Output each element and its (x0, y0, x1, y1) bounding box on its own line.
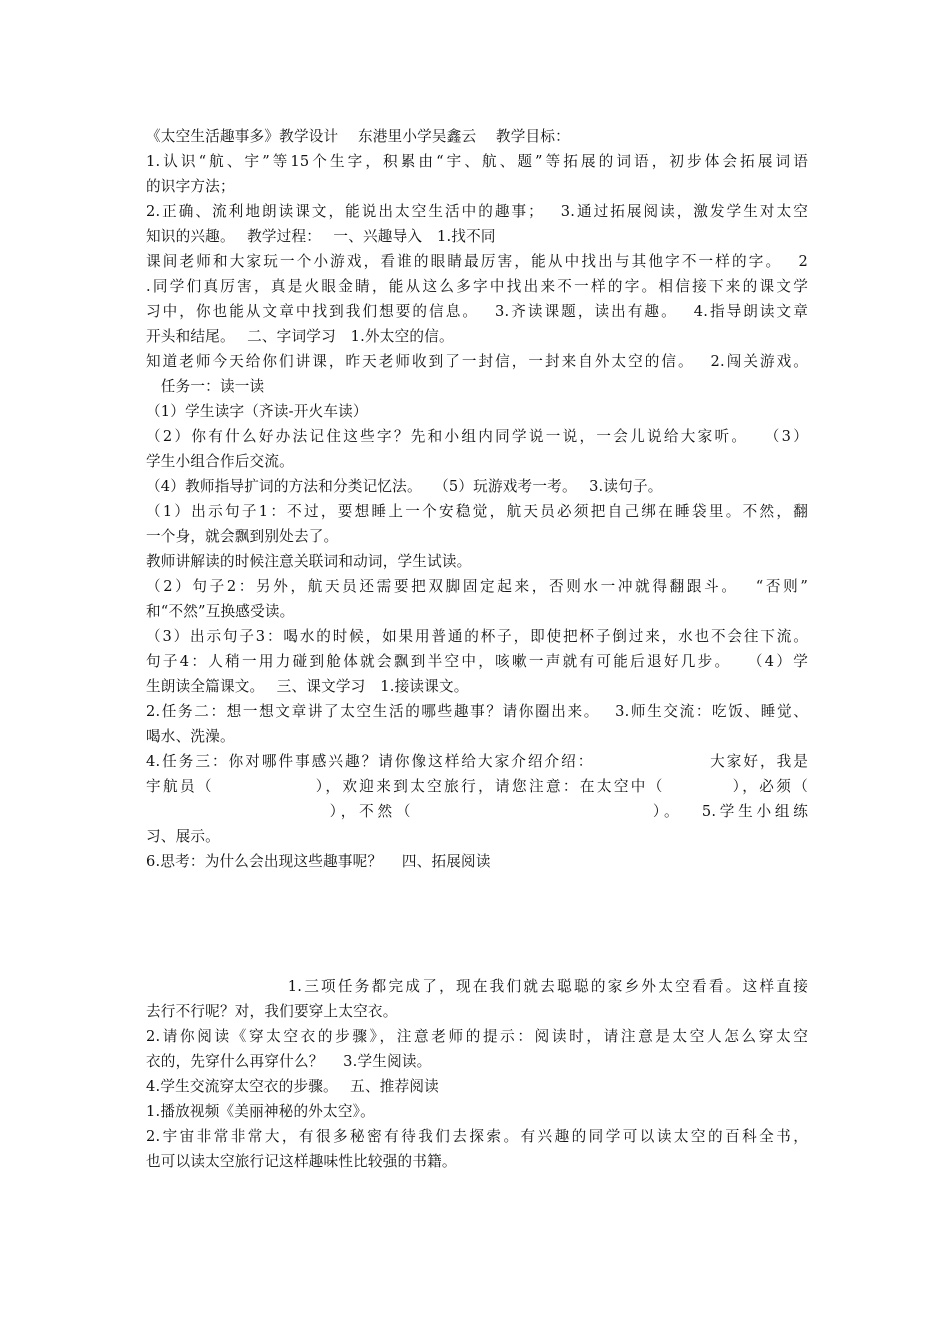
text-line: （3）出示句子3：喝水的时候，如果用普通的杯子，即使把杯子倒过来，水也不会往下流。 (146, 628, 808, 645)
text-line: 课间老师和大家玩一个小游戏，看谁的眼睛最厉害，能从中找出与其他字不一样的字。 2 (146, 253, 808, 270)
text-line: .同学们真厉害，真是火眼金睛，能从这么多字中找出来不一样的字。相信接下来的课文学 (146, 278, 808, 295)
text-line: 习中，你也能从文章中找到我们想要的信息。 3.齐读课题，读出有趣。 4.指导朗读文章 (146, 303, 808, 320)
text-line: 1.认识“航、宇”等15个生字，积累由“宇、航、题”等拓展的词语，初步体会拓展词语 (146, 153, 808, 170)
text-line: 1.播放视频《美丽神秘的外太空》。 (146, 1103, 375, 1120)
text-line: ），不然（ ）。 5.学生小组练 (146, 803, 808, 820)
text-line: 开头和结尾。 二、字词学习 1.外太空的信。 (146, 328, 454, 345)
text-line: 学生小组合作后交流。 (146, 453, 294, 470)
text-line: （4）教师指导扩词的方法和分类记忆法。 （5）玩游戏考一考。 3.读句子。 (146, 478, 663, 495)
text-line: 也可以读太空旅行记这样趣味性比较强的书籍。 (146, 1153, 457, 1170)
text-line: 任务一：读一读 (146, 378, 265, 395)
text-line: （1）学生读字（齐读-开火车读） (146, 403, 368, 420)
text-line: 知道老师今天给你们讲课，昨天老师收到了一封信，一封来自外太空的信。 2.闯关游戏。 (146, 353, 808, 370)
doc-title-line: 《太空生活趣事多》教学设计 东港里小学吴鑫云 教学目标： (146, 128, 570, 145)
text-line: 2.正确、流利地朗读课文，能说出太空生活中的趣事； 3.通过拓展阅读，激发学生对太空 (146, 203, 808, 220)
text-line: 句子4：人稍一用力碰到舱体就会飘到半空中，咳嗽一声就有可能后退好几步。 （4）学 (146, 653, 808, 670)
text-line: 宇航员（ ），欢迎来到太空旅行，请您注意：在太空中（ ），必须（ (146, 778, 808, 795)
text-line: 和“不然”互换感受读。 (146, 603, 295, 620)
text-line: 一个身，就会飘到别处去了。 (146, 528, 339, 545)
text-line: 2.宇宙非常非常大，有很多秘密有待我们去探索。有兴趣的同学可以读太空的百科全书， (146, 1128, 808, 1145)
text-line: 习、展示。 (146, 828, 220, 845)
text-line: 4.任务三：你对哪件事感兴趣？请你像这样给大家介绍介绍： 大家好，我是 (146, 753, 808, 770)
text-line: （2）句子2：另外，航天员还需要把双脚固定起来，否则水一冲就得翻跟斗。 “否则” (146, 578, 808, 595)
text-line: 1.三项任务都完成了，现在我们就去聪聪的家乡外太空看看。这样直接 (146, 978, 808, 995)
text-line: 生朗读全篇课文。 三、课文学习 1.接读课文。 (146, 678, 469, 695)
text-line: 衣的，先穿什么再穿什么？ 3.学生阅读。 (146, 1053, 432, 1070)
text-line: （1）出示句子1：不过，要想睡上一个安稳觉，航天员必须把自己绑在睡袋里。不然，翻 (146, 503, 808, 520)
text-line: （2）你有什么好办法记住这些字？先和小组内同学说一说，一会儿说给大家听。 （3） (146, 428, 808, 445)
text-line: 教师讲解读的时候注意关联词和动词，学生试读。 (146, 553, 472, 570)
text-line: 知识的兴趣。 教学过程： 一、兴趣导入 1.找不同 (146, 228, 496, 245)
text-line: 2.请你阅读《穿太空衣的步骤》，注意老师的提示：阅读时，请注意是太空人怎么穿太空 (146, 1028, 808, 1045)
text-line: 4.学生交流穿太空衣的步骤。 五、推荐阅读 (146, 1078, 439, 1095)
text-line: 的识字方法； (146, 178, 235, 195)
text-line: 6.思考：为什么会出现这些趣事呢？ 四、拓展阅读 (146, 853, 491, 870)
text-line: 2.任务二：想一想文章讲了太空生活的哪些趣事？请你圈出来。 3.师生交流：吃饭、睡觉、 (146, 703, 808, 720)
text-line: 去行不行呢？对，我们要穿上太空衣。 (146, 1003, 398, 1020)
text-line: 喝水、洗澡。 (146, 728, 235, 745)
